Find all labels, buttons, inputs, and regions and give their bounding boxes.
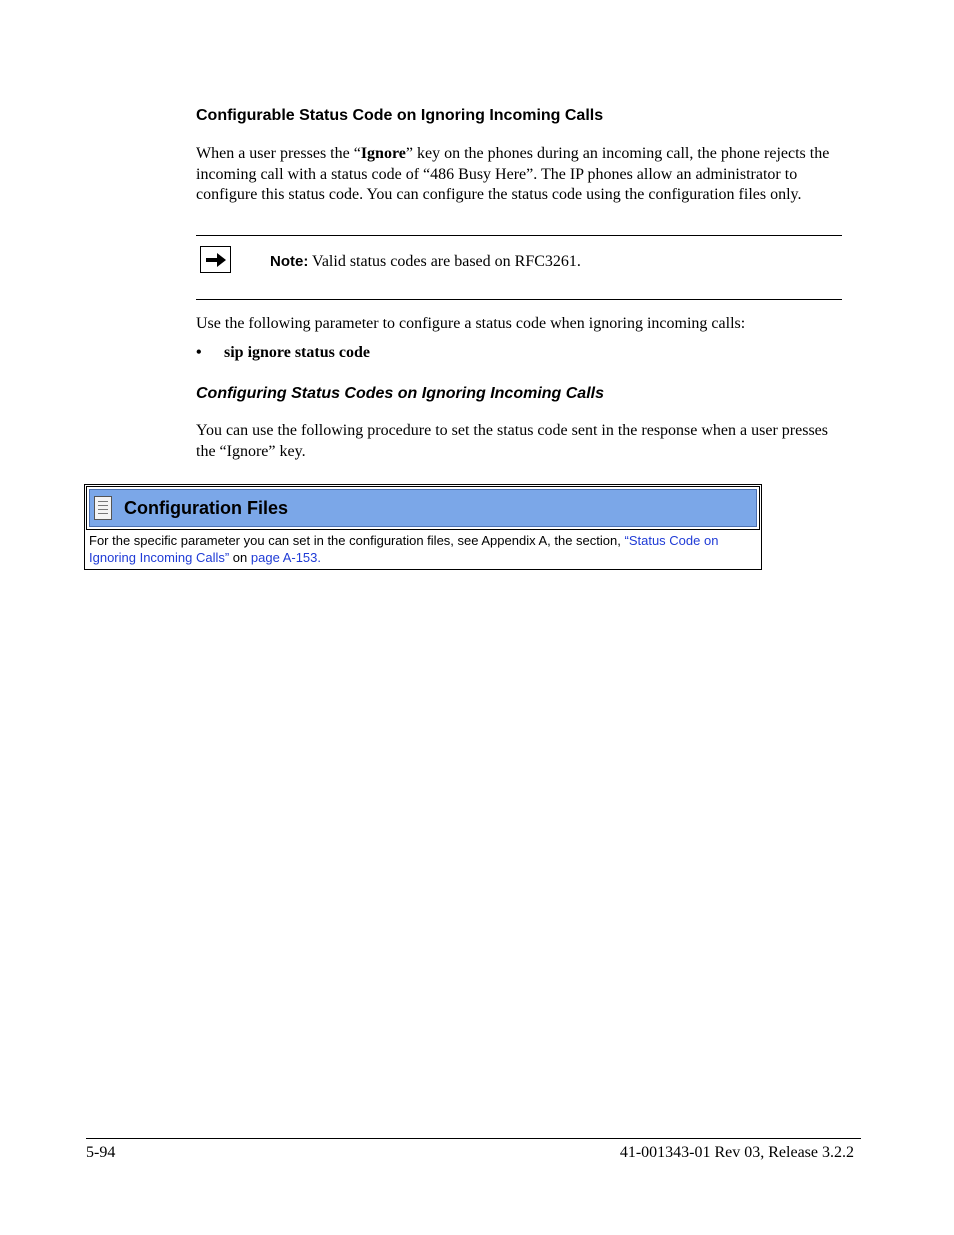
note (270, 253, 581, 271)
config-text-middle: on (229, 550, 251, 565)
intro-text-start: When a user presses the “ (196, 145, 361, 162)
note-bottom-divider (196, 299, 842, 300)
use-parameter-paragraph: Use the following parameter to configure a status code when ignoring incoming calls: (196, 315, 746, 332)
footer-divider (86, 1138, 861, 1139)
intro-paragraph (196, 144, 856, 206)
document-icon (94, 496, 112, 520)
arrow-right-icon (200, 246, 231, 273)
page-reference-link[interactable]: page A-153 (250, 550, 318, 565)
config-text-end: . (317, 550, 322, 565)
document-id: 41-001343-01 Rev 03, Release 3.2.2 (619, 1144, 854, 1161)
configuration-files-box (84, 484, 762, 570)
bullet-list-item (196, 343, 370, 364)
note-top-divider (196, 235, 842, 236)
parameter-name: sip ignore status code (224, 344, 370, 361)
configuration-files-header (86, 486, 760, 530)
configuration-files-text (89, 532, 757, 566)
page-number: 5-94 (86, 1144, 116, 1161)
note-label: Note: (270, 253, 309, 270)
note-text: Valid status codes are based on RFC3261. (308, 253, 581, 270)
intro-text-end: ” key on the phones during an incoming call, the phone rejects the incoming call with a status code of “486 Busy Here”. The IP phones allow an administrator to configure this status code. You can configure the status code using the configuration files only. (196, 145, 830, 203)
procedure-heading: Configuring Status Codes on Ignoring Incoming Calls (196, 385, 604, 402)
ignore-key-name: Ignore (360, 145, 406, 162)
bullet-marker: • (196, 344, 202, 361)
configuration-files-title: Configuration Files (124, 497, 288, 518)
config-text-start: For the specific parameter you can set in the configuration files, see Appendix A, the section, (89, 533, 625, 548)
configuration-files-header-band (89, 489, 757, 527)
section-heading: Configurable Status Code on Ignoring Incoming Calls (196, 107, 604, 124)
status-code-section-link[interactable]: “Status Code on Ignoring Incoming Calls” (89, 533, 719, 565)
procedure-paragraph: You can use the following procedure to set the status code sent in the response when a user presses the “Ignore” key. (196, 422, 828, 460)
